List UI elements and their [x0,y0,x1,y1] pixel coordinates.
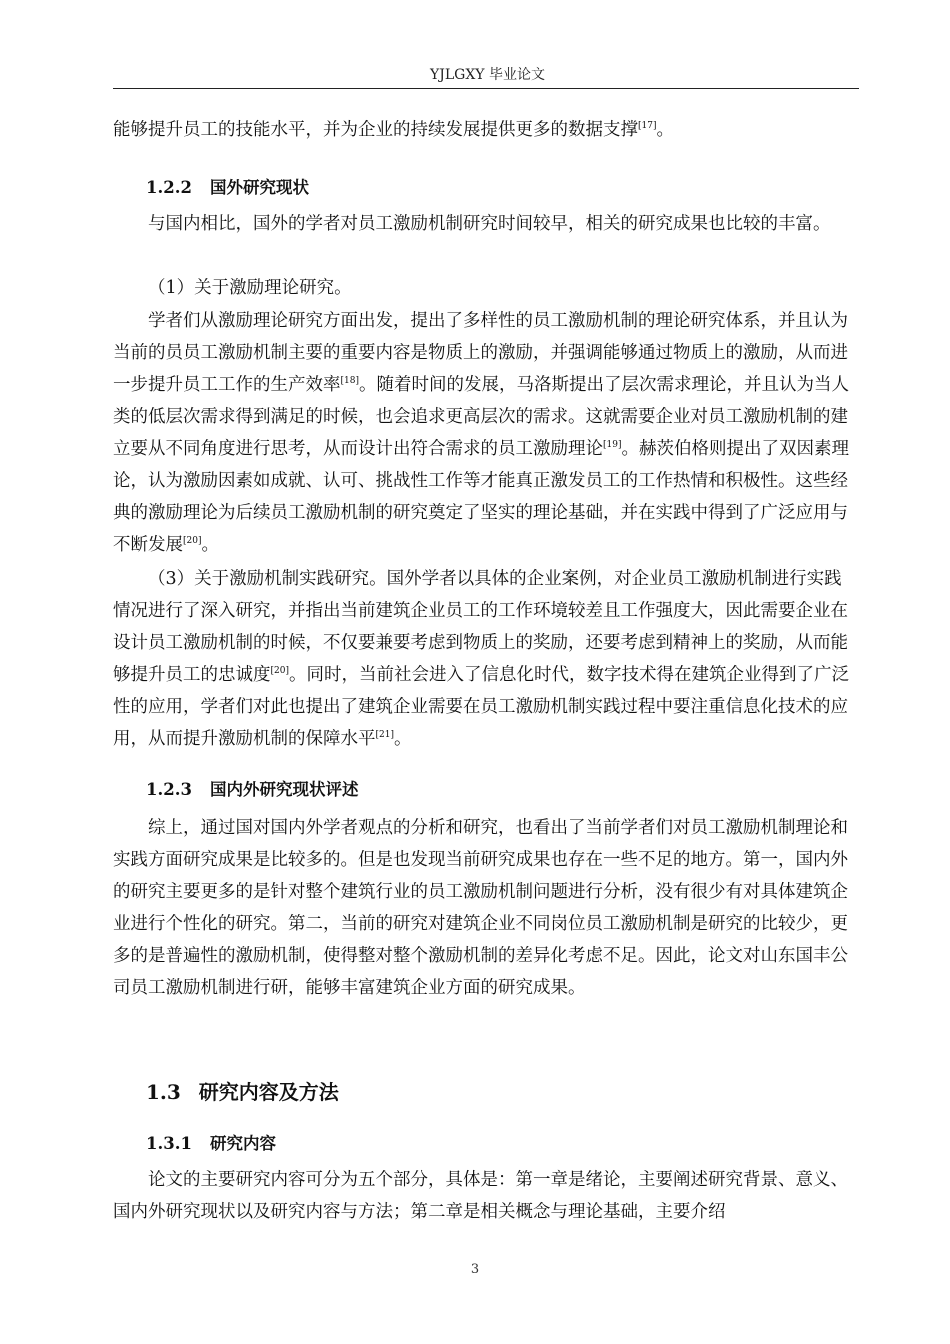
section-heading [146,1130,276,1154]
paragraph-text: （3）关于激励机制实践研究。国外学者以具体的企业案例，对企业员工激励机制进行实践情况进行了深入研究，并指出当前建筑企业员工的工作环境较差且工作强度大，因此需要企业在设计员工激励机制的时候，不仅要兼要考虑到物质上的奖励，还要考虑到精神上的奖励，从而能够提升员工的忠诚度 [113,569,848,685]
citation: [19] [603,440,622,451]
chapter-heading [146,1076,339,1105]
section-number: 1.2.3 [146,780,192,799]
paragraph: 综上，通过国对国内外学者观点的分析和研究，也看出了当前学者们对员工激励机制理论和实践方面研究成果是比较多的。但是也发现当前研究成果也存在一些不足的地方。第一，国内外的研究主要更多的是针对整个建筑行业的员工激励机制问题进行分析，没有很少有对具体建筑企业进行个性化的研究。第二，当前的研究对建筑企业不同岗位员工激励机制是研究的比较少，更多的是普遍性的激励机制，使得整对整个激励机制的差异化考虑不足。因此，论文对山东国丰公司员工激励机制进行研，能够丰富建筑企业方面的研究成果。 [113,818,848,998]
paragraph-text: 。随着时间的发展，马洛斯提出了层次需求理论，并且认为当人类的低层次需求得到满足的时候，也会追求更高层次的需求。这就需要企业对员工激励机制的建立要从不同角度进行思考，从而设计出符合需求的员工激励理论 [113,375,849,459]
paragraph: （1）关于激励理论研究。 [148,278,352,298]
section-title: 国内外研究现状评述 [209,780,359,799]
paragraph-text: 学者们从激励理论研究方面出发，提出了多样性的员工激励机制的理论研究体系，并且认为当前的员员工激励机制主要的重要内容是物质上的激励，并强调能够通过物质上的激励，从而进一步提升员工工作的生产效率 [113,311,848,395]
section-heading [146,776,358,800]
paragraph-text: 。 [201,535,219,555]
paragraph-text: 。同时，当前社会进入了信息化时代，数字技术得在建筑企业得到了广泛性的应用，学者们对此也提出了建筑企业需要在员工激励机制实践过程中要注重信息化技术的应用，从而提升激励机制的保障水平 [113,665,849,749]
paragraph: 与国内相比，国外的学者对员工激励机制研究时间较早，相关的研究成果也比较的丰富。 [148,214,831,234]
paragraph: 论文的主要研究内容可分为五个部分，具体是：第一章是绪论，主要阐述研究背景、意义、国内外研究现状以及研究内容与方法；第二章是相关概念与理论基础，主要介绍 [113,1170,848,1222]
paragraph [113,114,856,146]
section-title: 国外研究现状 [209,178,309,197]
paragraph [113,563,856,755]
paragraph [113,305,856,561]
section-number: 1.3.1 [146,1134,192,1153]
paragraph-text: 。 [656,120,674,140]
citation: [18] [340,376,359,387]
citation: [21] [375,730,394,741]
section-title: 研究内容 [209,1134,276,1153]
paragraph-text: 。 [393,729,412,749]
page-header: YJLGXY 毕业论文 [430,67,545,83]
header-rule [113,88,859,89]
section-number: 1.2.2 [146,178,192,197]
section-number: 1.3 [146,1080,181,1104]
section-title: 研究内容及方法 [198,1080,339,1104]
section-heading [146,174,309,198]
citation: [17] [638,121,657,132]
citation: [20] [270,666,289,677]
paragraph-text: 能够提升员工的技能水平，并为企业的持续发展提供更多的数据支撑 [113,120,638,140]
citation: [20] [183,536,202,547]
page-number: 3 [470,1262,480,1277]
paragraph-text: 。赫茨伯格则提出了双因素理论，认为激励因素如成就、认可、挑战性工作等才能真正激发员工的工作热情和积极性。这些经典的激励理论为后续员工激励机制的研究奠定了坚实的理论基础，并在实践中得到了广泛应用与不断发展 [113,439,849,555]
